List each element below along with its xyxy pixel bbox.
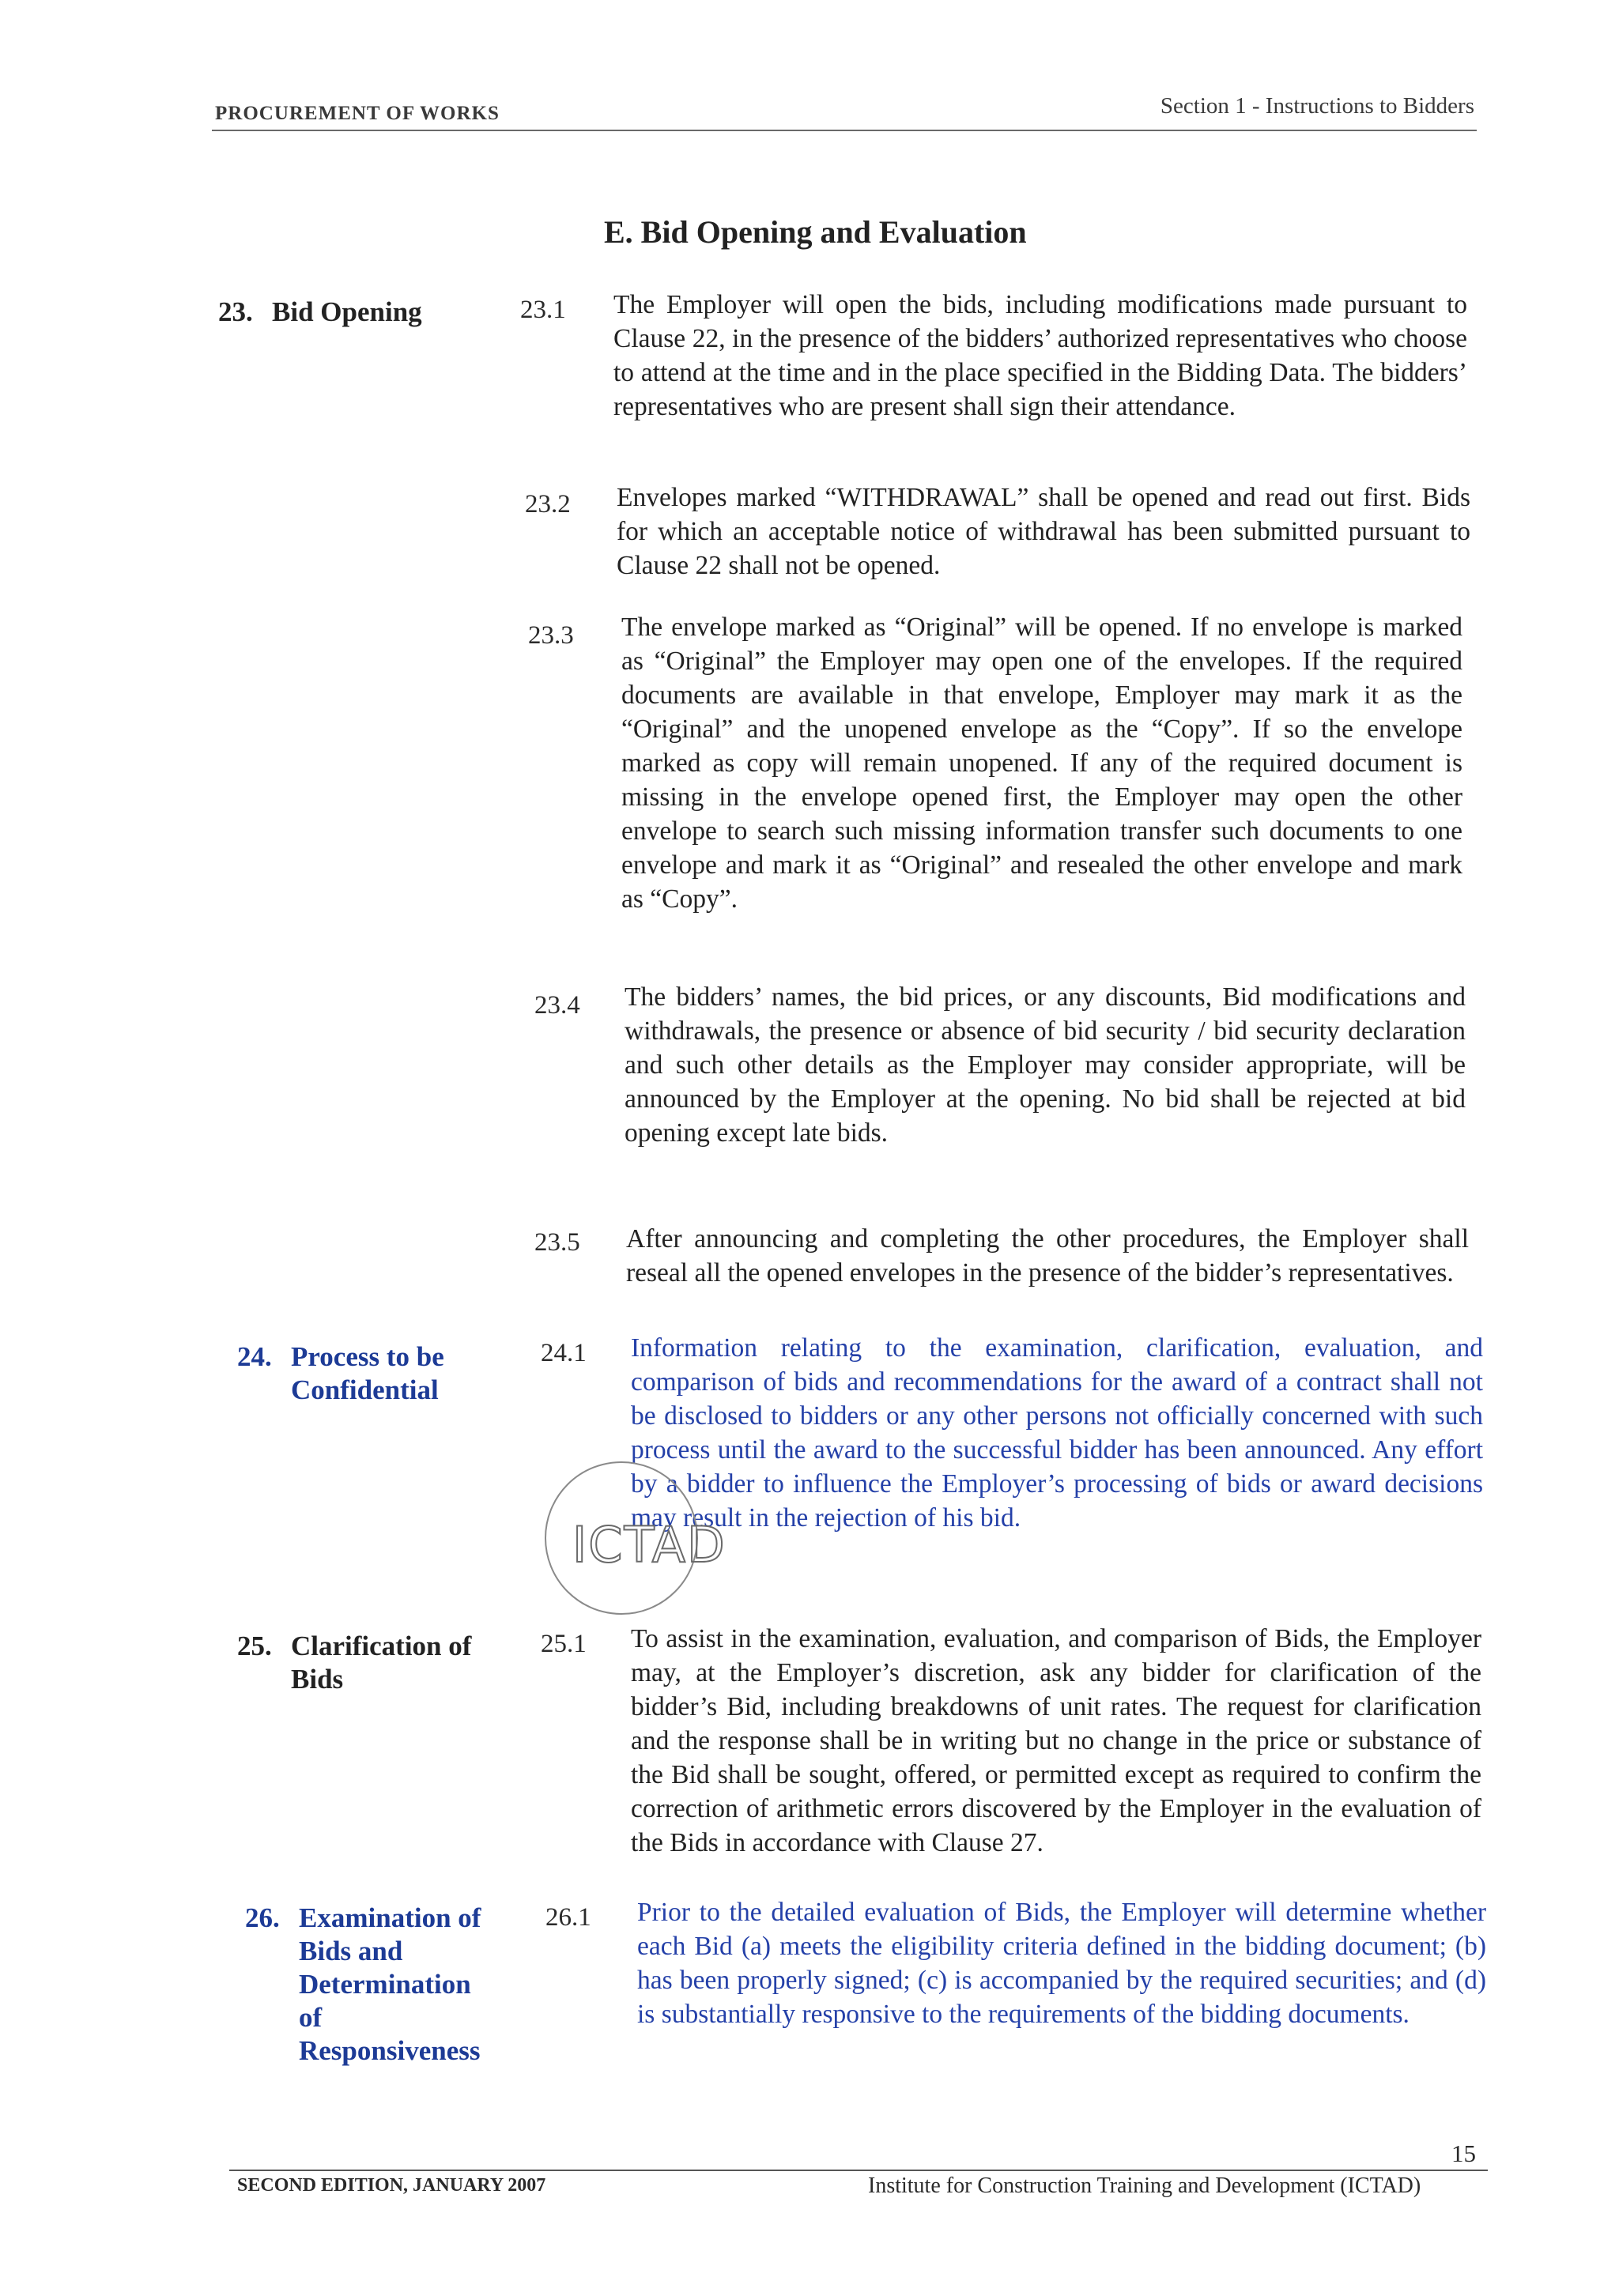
paragraph-number: 24.1 bbox=[541, 1339, 587, 1367]
clause-number: 24. bbox=[237, 1341, 272, 1372]
running-header-left: PROCUREMENT OF WORKS bbox=[215, 103, 500, 124]
clause-number: 25. bbox=[237, 1631, 272, 1661]
paragraph-number: 23.2 bbox=[525, 490, 571, 518]
clause-title-line: Process to be bbox=[291, 1341, 444, 1372]
section-title: E. Bid Opening and Evaluation bbox=[604, 214, 1027, 250]
clause-number: 26. bbox=[245, 1902, 280, 1933]
clause-title-line: Bids bbox=[291, 1664, 344, 1695]
paragraph-number: 26.1 bbox=[545, 1903, 591, 1932]
paragraph-number: 23.1 bbox=[520, 296, 566, 324]
footer-rule bbox=[229, 2170, 1488, 2171]
paragraph-text: To assist in the examination, evaluation, and comparison of Bids, the Employer may, at the Employer’s discretion, ask any bidder for clarification of the bidder’s Bid, including breakdowns of unit rates. The request for clarification and the response shall be in writing but no change in the price or substance of the Bid shall be sought, offered, or permitted except as required to confirm the correction of arithmetic errors discovered by the Employer in the evaluation of the Bids in accordance with Clause 27. bbox=[631, 1624, 1481, 1857]
paragraph-number: 25.1 bbox=[541, 1630, 587, 1658]
clause-title-line: Clarification of bbox=[291, 1631, 472, 1661]
clause-heading-26 bbox=[245, 1902, 481, 2068]
paragraph-number: 23.3 bbox=[528, 621, 574, 650]
clause-title-line: Determination bbox=[299, 1969, 471, 2000]
clause-title-line: Responsiveness bbox=[299, 2035, 481, 2066]
paragraph-text: Information relating to the examination, clarification, evaluation, and comparison of bids and recommendations for the award of a contract shall not be disclosed to bidders or any other persons not officially concerned with such process until the award to the successful bidder has been announced. Any effort by a bidder to influence the Employer’s processing of bids or award decisions may result in the rejection of his bid. bbox=[631, 1333, 1483, 1533]
clause-number: 23. bbox=[218, 296, 253, 327]
page-number: 15 bbox=[1451, 2140, 1476, 2167]
clause-title-line: Bid Opening bbox=[272, 296, 422, 327]
clause-title-line: Bids and bbox=[299, 1936, 403, 1966]
paragraph-text: The bidders’ names, the bid prices, or any discounts, Bid modifications and withdrawals, the presence or absence of bid security / bid security declaration and such other details as the Employer may consider appropriate, will be announced by the Employer at the opening. No bid shall be rejected at bid opening except late bids. bbox=[625, 982, 1466, 1148]
clause-title-line: of bbox=[299, 2002, 323, 2033]
clause-heading-24 bbox=[237, 1340, 444, 1407]
clause-heading-25 bbox=[237, 1630, 471, 1696]
paragraph-text: Prior to the detailed evaluation of Bids, the Employer will determine whether each Bid (a) meets the eligibility criteria defined in the bidding document; (b) has been properly signed; (c) is accompanied by the required securities; and (d) is substantially responsive to the requirements of the bidding documents. bbox=[637, 1898, 1486, 2029]
running-header-right: Section 1 - Instructions to Bidders bbox=[1160, 93, 1474, 119]
paragraph-text: The Employer will open the bids, including modifications made pursuant to Clause 22, in the presence of the bidders’ authorized representatives who choose to attend at the time and in the place specified in the Bidding Data. The bidders’ representatives who are present shall sign their attendance. bbox=[613, 290, 1467, 421]
paragraph-text: After announcing and completing the other procedures, the Employer shall reseal all the opened envelopes in the presence of the bidder’s representatives. bbox=[626, 1224, 1469, 1287]
clause-title-line: Examination of bbox=[299, 1902, 481, 1933]
paragraph-text: The envelope marked as “Original” will be opened. If no envelope is marked as “Original” the Employer may open one of the envelopes. If the required documents are available in that envelope, Employer may mark it as the “Original” and the unopened envelope as the “Copy”. If so the envelope marked as copy will remain unopened. If any of the required document is missing in the envelope opened first, the Employer may open the other envelope to search such missing information transfer such documents to one envelope and mark it as “Original” and resealed the other envelope and mark as “Copy”. bbox=[621, 613, 1462, 914]
footer-institute: Institute for Construction Training and Development (ICTAD) bbox=[868, 2173, 1421, 2198]
paragraph-number: 23.4 bbox=[534, 991, 580, 1020]
header-rule bbox=[212, 130, 1477, 131]
stamp-lettering: ICTAD bbox=[572, 1516, 726, 1574]
paragraph-text: Envelopes marked “WITHDRAWAL” shall be opened and read out first. Bids for which an acceptable notice of withdrawal has been submitted pursuant to Clause 22 shall not be opened. bbox=[617, 483, 1470, 580]
footer-edition: SECOND EDITION, JANUARY 2007 bbox=[237, 2175, 546, 2196]
clause-heading-23 bbox=[218, 296, 422, 329]
clause-title-line: Confidential bbox=[291, 1374, 439, 1405]
paragraph-number: 23.5 bbox=[534, 1228, 580, 1257]
